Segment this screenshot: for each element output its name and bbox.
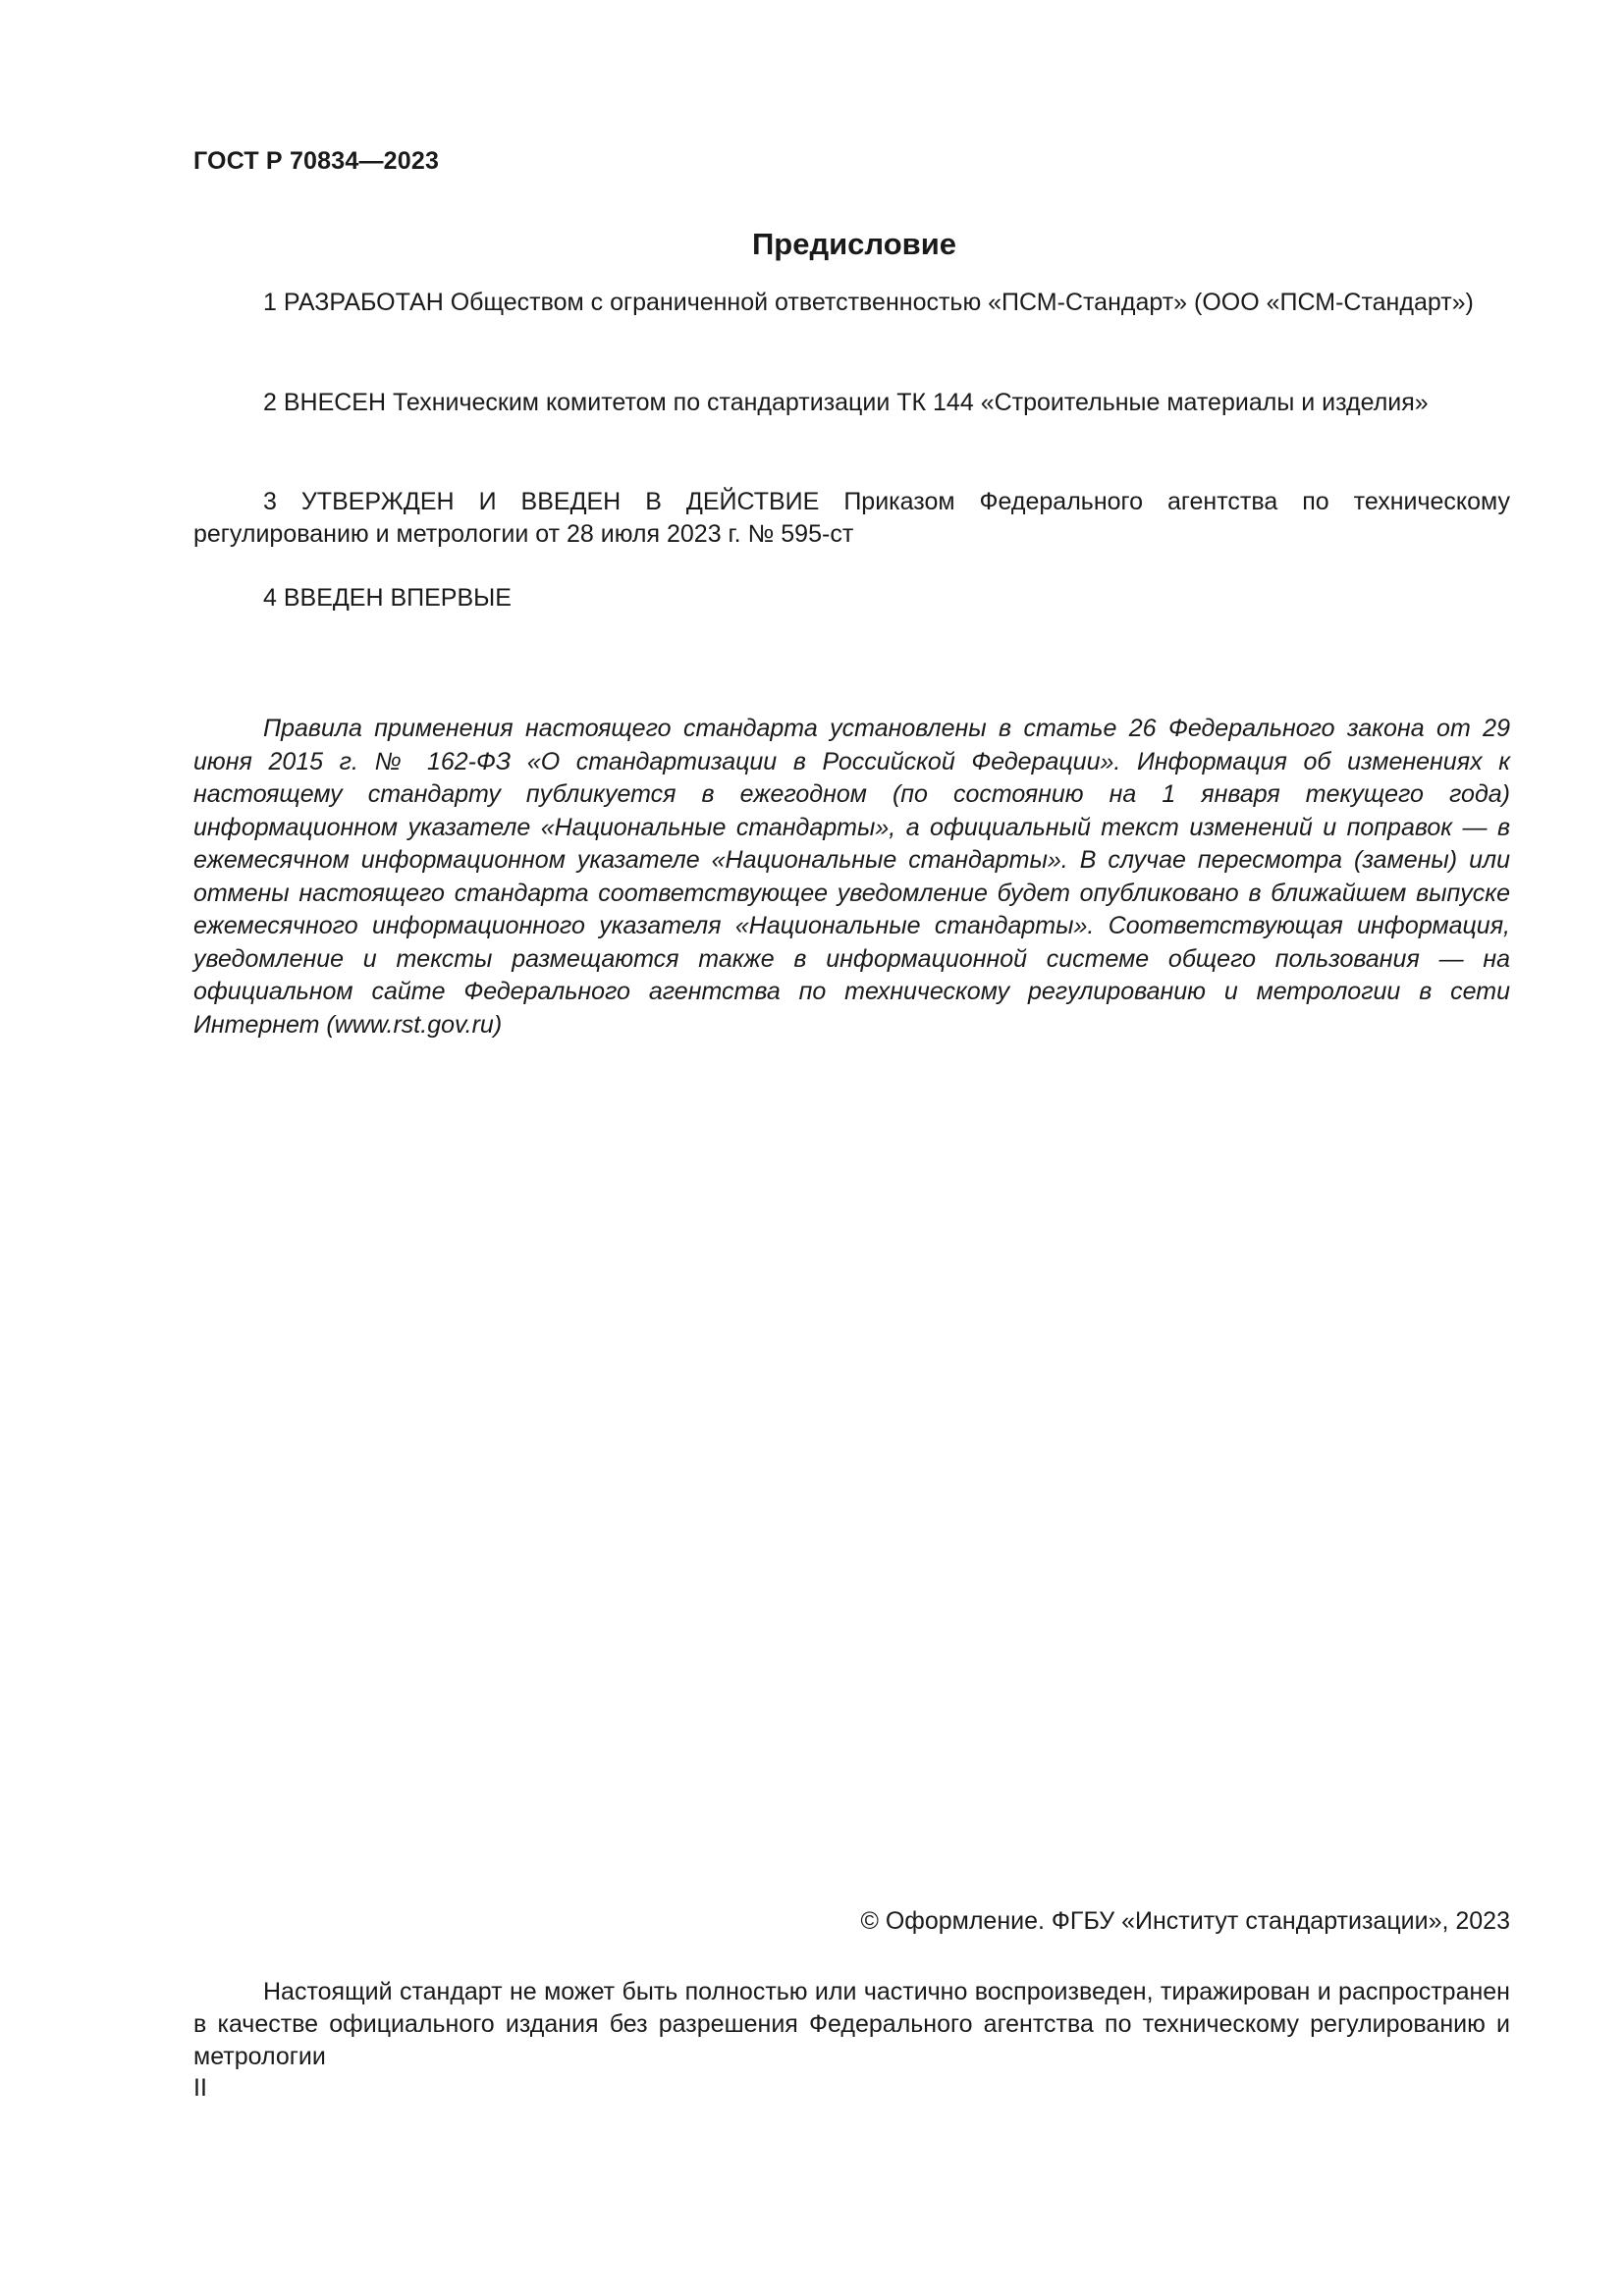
foreword-item-3: 3 УТВЕРЖДЕН И ВВЕДЕН В ДЕЙСТВИЕ Приказом Федерального агентства по техническому регулированию и метрологии от 28 июля 2023 г. № 595-ст [193,488,1510,548]
document-code-header: ГОСТ Р 70834—2023 [193,147,440,175]
foreword-item-1: 1 РАЗРАБОТАН Обществом с ограниченной ответственностью «ПСМ-Стандарт» (ООО «ПСМ-Стандарт») [263,289,1474,316]
copyright-line: © Оформление. ФГБУ «Институт стандартизации», 2023 [860,1907,1510,1935]
reproduction-notice: Настоящий стандарт не может быть полностью или частично воспроизведен, тиражирован и распространен в качестве официального издания без разрешения Федерального агентства по техническому регулированию и метрологии [193,1978,1510,2070]
foreword-item-4: 4 ВВЕДЕН ВПЕРВЫЕ [263,584,512,612]
page-number: II [193,2074,207,2102]
section-title: Предисловие [751,227,956,261]
foreword-item-2: 2 ВНЕСЕН Техническим комитетом по стандартизации ТК 144 «Строительные материалы и изделия» [263,389,1429,416]
application-rules-note: Правила применения настоящего стандарта установлены в статье 26 Федерального закона от 29 июня 2015 г. № 162-ФЗ «О стандартизации в Российской Федерации». Информация об изменениях к настоящему стандарту публикуется в ежегодном (по состоянию на 1 января текущего года) информационном указателе «Национальные стандарты», а официальный текст изменений и поправок — в ежемесячном информационном указателе «Национальные стандарты». В случае пересмотра (замены) или отмены настоящего стандарта соответствующее уведомление будет опубликовано в ближайшем выпуске ежемесячного информационного указателя «Национальные стандарты». Соответствующая информация, уведомление и тексты размещаются также в информационной системе общего пользования — на официальном сайте Федерального агентства по техническому регулированию и метрологии в сети Интернет (www.rst.gov.ru) [193,715,1510,1039]
